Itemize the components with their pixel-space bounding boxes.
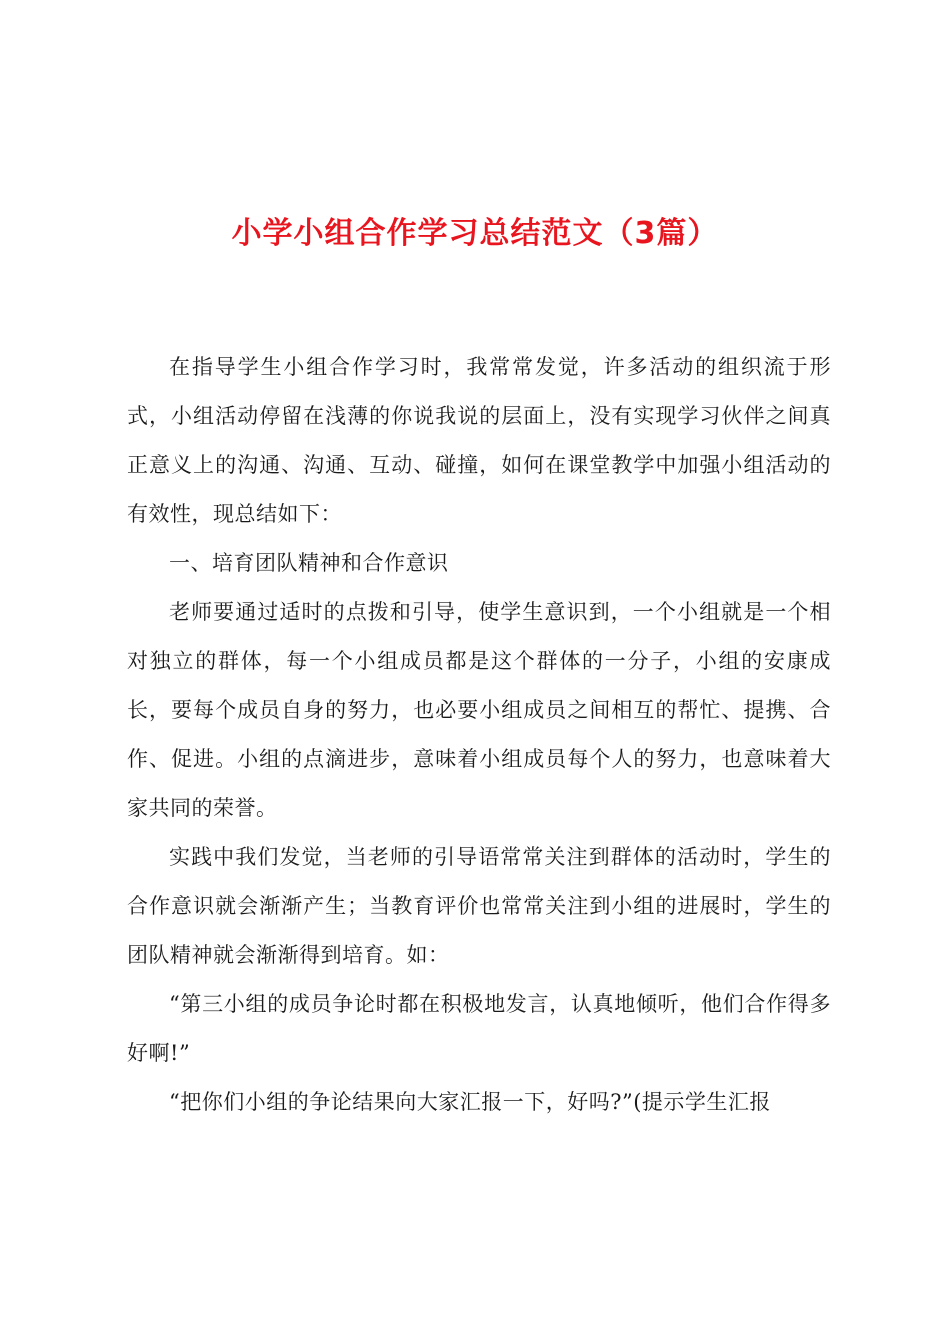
- quote-paragraph: “第三小组的成员争论时都在积极地发言，认真地倾听，他们合作得多好啊!”: [127, 992, 831, 1065]
- section-heading: 一、培育团队精神和合作意识: [169, 551, 449, 575]
- document-title: 小学小组合作学习总结范文（3篇）: [231, 216, 719, 251]
- paragraph: 实践中我们发觉，当老师的引导语常常关注到群体的活动时，学生的合作意识就会渐渐产生；当教育评价也常常关注到小组的进展时，学生的团队精神就会渐渐得到培育。如：: [127, 845, 831, 967]
- paragraph: 在指导学生小组合作学习时，我常常发觉，许多活动的组织流于形式，小组活动停留在浅薄的你说我说的层面上，没有实现学习伙伴之间真正意义上的沟通、沟通、互动、碰撞，如何在课堂教学中加强小组活动的有效性，现总结如下：: [127, 355, 831, 526]
- quote-paragraph: “把你们小组的争论结果向大家汇报一下，好吗?”(提示学生汇报: [169, 1090, 771, 1114]
- document-body: [127, 343, 831, 1127]
- paragraph: 老师要通过适时的点拨和引导，使学生意识到，一个小组就是一个相对独立的群体，每一个小组成员都是这个群体的一分子，小组的安康成长，要每个成员自身的努力，也必要小组成员之间相互的帮忙、提携、合作、促进。小组的点滴进步，意味着小组成员每个人的努力，也意味着大家共同的荣誉。: [127, 600, 831, 820]
